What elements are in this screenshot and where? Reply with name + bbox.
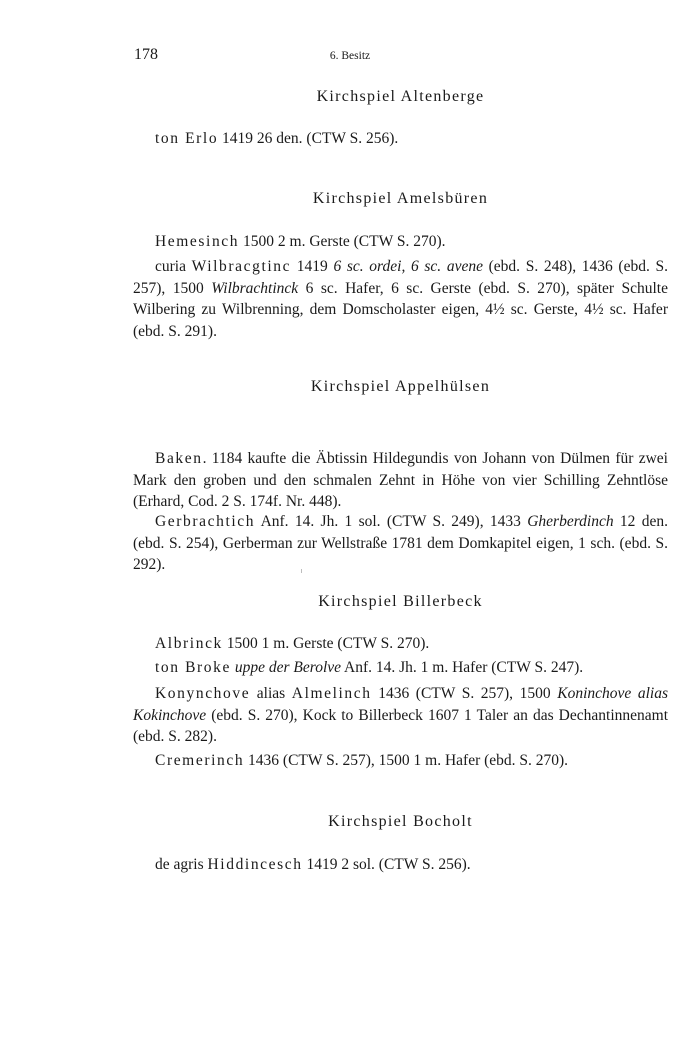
entry-text: 1419 2 sol. (CTW S. 256). xyxy=(302,856,471,873)
entry-name: Hemesinch xyxy=(155,233,240,250)
entry-fraction: ½ xyxy=(591,301,604,318)
entry-text: 6 sc. Hafer, 6 sc. Gerste (ebd. S. 270), später Schulte Wilbering zu Wilbrenning, dem Domscholaster eigen, xyxy=(133,279,668,318)
entry-name: ton Broke xyxy=(155,659,231,676)
entry-name: Konynchove xyxy=(155,685,251,702)
entry-text: 1419 xyxy=(291,258,334,275)
section-title-amelsbueren: Kirchspiel Amelsbüren xyxy=(312,190,489,207)
section-title-appelhuelsen: Kirchspiel Appelhülsen xyxy=(310,378,491,395)
entry-text: Anf. 14. Jh. 1 sol. (CTW S. 249), 1433 xyxy=(255,513,528,530)
entry-name: Cremerinch xyxy=(155,752,245,769)
entry-gerbrachtich xyxy=(133,511,668,576)
entry-text: (ebd. S. 270), Kock to Billerbeck 1607 1 Taler an das Dechantinnenamt (ebd. S. 282). xyxy=(133,706,668,745)
entry-italic: uppe der Berolve xyxy=(234,659,342,676)
entry-text: 1436 (CTW S. 257), 1500 xyxy=(371,685,558,702)
running-head: 6. Besitz xyxy=(329,50,371,62)
entry-name: Baken xyxy=(155,450,203,467)
entry-text: (ebd. S. 248), 1436 (ebd. S. 257), 1500 xyxy=(133,258,669,297)
entry-text: 12 den. (ebd. S. 254), Gerberman zur Wellstraße 1781 dem Domkapitel eigen, 1 sch. (ebd. S. 292). xyxy=(133,513,668,573)
entry-text: Anf. 14. Jh. 1 m. Hafer (CTW S. 247). xyxy=(341,659,584,676)
entry-italic: Wilbrachtinck xyxy=(211,279,299,297)
entry-text: sc. Hafer (ebd. S. 291). xyxy=(133,301,668,340)
entry-text: sc. Gerste, xyxy=(504,301,585,318)
entry-number: 4 xyxy=(485,301,493,318)
entry-prefix: curia xyxy=(155,258,192,275)
entry-hemesinch xyxy=(133,231,668,253)
entry-name-alias: Almelinch xyxy=(291,685,372,702)
entry-italic: 6 sc. ordei, 6 sc. avene xyxy=(333,258,483,275)
entry-italic: Koninchove alias Kokinchove xyxy=(133,685,668,724)
section-title-billerbeck: Kirchspiel Billerbeck xyxy=(318,593,483,610)
entry-name: Albrinck xyxy=(155,635,223,652)
entry-number: 4 xyxy=(584,301,592,318)
entry-italic: Gherberdinch xyxy=(527,513,614,530)
entry-hiddincesch xyxy=(133,854,668,876)
entry-text: 1500 1 m. Gerste (CTW S. 270). xyxy=(222,635,430,652)
section-title-bocholt: Kirchspiel Bocholt xyxy=(328,813,473,830)
entry-prefix: de agris xyxy=(155,856,208,873)
print-mark xyxy=(301,569,302,573)
entry-text: . 1184 kaufte die Äbtissin Hildegundis von Johann von Dülmen für zwei Mark den groben und den schmalen Zehnt in Höhe von vier Schilling Zehntlöse (Erhard, Cod. 2 S. 174f. Nr. 448). xyxy=(133,450,668,510)
entry-albrinck xyxy=(133,633,668,655)
entry-ton-erlo xyxy=(133,128,668,150)
section-title-altenberge: Kirchspiel Altenberge xyxy=(316,88,485,105)
entry-ton-broke xyxy=(133,657,668,679)
entry-baken xyxy=(133,448,668,513)
entry-text: 1419 26 den. (CTW S. 256). xyxy=(218,130,399,147)
entry-text: 1500 2 m. Gerste (CTW S. 270). xyxy=(239,233,446,250)
entry-text: alias xyxy=(250,685,292,702)
entry-fraction: ½ xyxy=(492,301,505,318)
entry-name: ton Erlo xyxy=(155,130,219,147)
entry-name: Hiddincesch xyxy=(207,856,303,873)
entry-name: Gerbrachtich xyxy=(155,513,256,530)
entry-cremerinch xyxy=(133,750,668,772)
page-number: 178 xyxy=(134,46,158,63)
entry-wilbracgtinc xyxy=(133,256,668,342)
entry-text: 1436 (CTW S. 257), 1500 1 m. Hafer (ebd. S. 270). xyxy=(244,752,569,769)
entry-konynchove xyxy=(133,683,668,748)
entry-name: Wilbracgtinc xyxy=(191,258,292,275)
